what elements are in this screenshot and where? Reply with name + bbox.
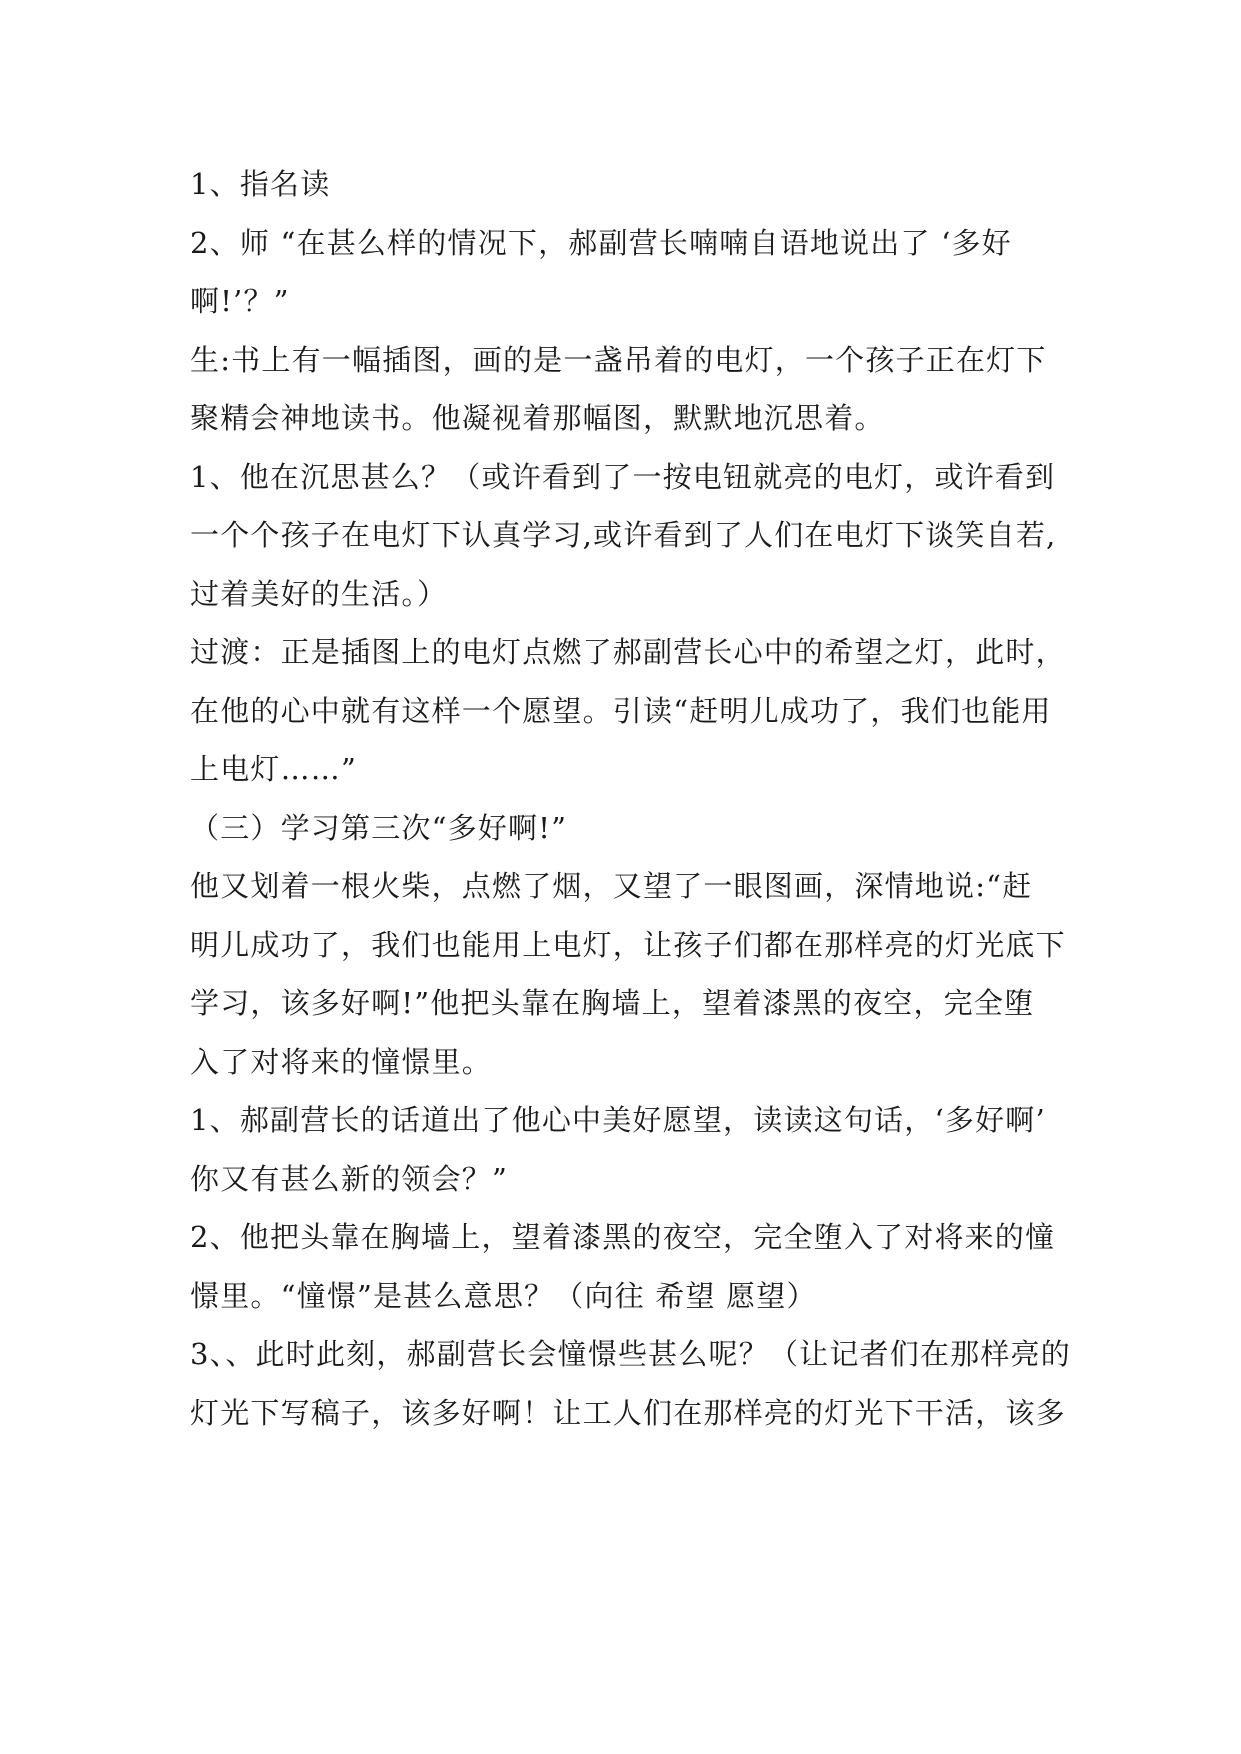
text-line: 一个个孩子在电灯下认真学习,或许看到了人们在电灯下谈笑自若, xyxy=(190,518,1057,552)
text-line: 1、他在沉思甚么？（或许看到了一按电钮就亮的电灯，或许看到 xyxy=(190,459,1056,494)
section-heading: （三）学习第三次“多好啊!” xyxy=(190,810,568,845)
text-line: 他又划着一根火柴，点燃了烟，又望了一眼图画，深情地说:“赶 xyxy=(190,869,1033,903)
text-line: 上电灯……” xyxy=(190,752,358,786)
text-line: 灯光下写稿子，该多好啊！让工人们在那样亮的灯光下干活，该多 xyxy=(190,1395,1066,1430)
text-line: 在他的心中就有这样一个愿望。引读“赶明儿成功了，我们也能用 xyxy=(190,693,1052,728)
text-line: 1、指名读 xyxy=(190,167,331,201)
text-line: 2、师 “在甚么样的情况下，郝副营长喃喃自语地说出了 ‘多好 xyxy=(190,225,1012,260)
text-line: 1、郝副营长的话道出了他心中美好愿望，读读这句话，‘多好啊’ xyxy=(190,1103,1046,1137)
text-line: 2、他把头靠在胸墙上，望着漆黑的夜空，完全堕入了对将来的憧 xyxy=(190,1220,1056,1254)
text-line: 生:书上有一幅插图，画的是一盏吊着的电灯，一个孩子正在灯下 xyxy=(190,342,1047,377)
text-line: 过着美好的生活。） xyxy=(190,576,448,611)
text-line: 啊!’？” xyxy=(190,284,290,318)
text-line: 学习，该多好啊!”他把头靠在胸墙上，望着漆黑的夜空，完全堕 xyxy=(190,986,1035,1020)
text-line: 聚精会神地读书。他凝视着那幅图，默默地沉思着。 xyxy=(190,401,885,435)
text-line: 入了对将来的憧憬里。 xyxy=(190,1044,493,1079)
text-line: 3、、此时此刻，郝副营长会憧憬些甚么呢？（让记者们在那样亮的 xyxy=(190,1337,1071,1371)
text-line: 憬里。“憧憬”是甚么意思？（向往 希望 愿望） xyxy=(190,1278,817,1313)
document-body xyxy=(190,155,1071,1442)
text-line: 过渡：正是插图上的电灯点燃了郝副营长心中的希望之灯，此时， xyxy=(190,635,1066,669)
text-line: 明儿成功了，我们也能用上电灯，让孩子们都在那样亮的灯光底下 xyxy=(190,927,1066,962)
text-line: 你又有甚么新的领会？” xyxy=(190,1161,509,1196)
